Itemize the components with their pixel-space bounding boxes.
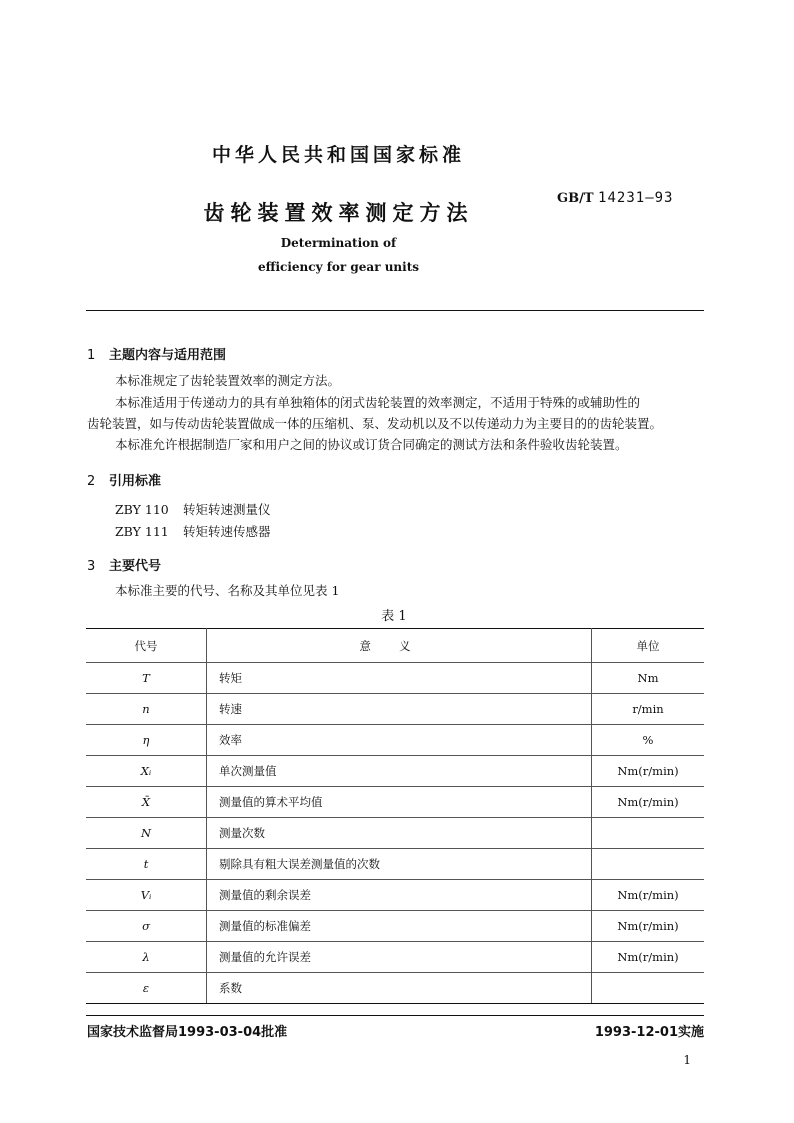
reference-code: ZBY 110 [115,502,169,517]
section-heading [87,470,161,489]
standard-code [557,190,673,206]
cell-unit: Nm(r/min) [592,880,705,911]
national-standard-heading: 中华人民共和国国家标准 [211,144,465,166]
paragraph: 本标准主要的代号、名称及其单位见表 1 [115,583,340,598]
paragraph: 齿轮装置，如与传动齿轮装置做成一体的压缩机、泵、发动机以及不以传递动力为主要目的的齿轮装置。 [87,416,663,431]
section-number: 3 [87,559,96,574]
cell-unit: Nm [592,663,705,694]
english-title-line-2: efficiency for gear units [258,260,419,274]
english-title-line-1: Determination of [280,236,397,250]
cell-symbol: σ [86,911,207,942]
cell-symbol: λ [86,942,207,973]
cell-meaning: 测量值的剩余误差 [207,880,592,911]
table-row [86,787,704,818]
section-heading [87,555,161,574]
cell-unit [592,818,705,849]
table-row [86,880,704,911]
cell-meaning: 效率 [207,725,592,756]
header-divider [86,310,704,311]
cell-meaning: 剔除具有粗大误差测量值的次数 [207,849,592,880]
section-number: 1 [87,348,96,363]
standard-code-prefix: GB/T [557,191,594,206]
table-row [86,725,704,756]
cell-meaning: 系数 [207,973,592,1004]
table-caption: 表 1 [381,609,407,624]
table-row [86,849,704,880]
cell-meaning: 测量值的算术平均值 [207,787,592,818]
cell-unit: Nm(r/min) [592,911,705,942]
cell-unit [592,973,705,1004]
cell-meaning: 单次测量值 [207,756,592,787]
cell-symbol: Vᵢ [86,880,207,911]
section-title: 引用标准 [109,474,162,489]
reference-name: 转矩转速测量仪 [183,502,271,517]
cell-unit: % [592,725,705,756]
paragraph: 本标准规定了齿轮装置效率的测定方法。 [115,373,341,388]
cell-symbol: X̄ [86,787,207,818]
table-row [86,911,704,942]
cell-meaning: 转矩 [207,663,592,694]
table-row [86,818,704,849]
table-row [86,973,704,1004]
cell-meaning: 测量次数 [207,818,592,849]
column-header-unit: 单位 [592,629,705,663]
paragraph: 本标准适用于传递动力的具有单独箱体的闭式齿轮装置的效率测定，不适用于特殊的或辅助性的 [115,395,641,410]
table-row [86,694,704,725]
cell-unit: Nm(r/min) [592,787,705,818]
effective-date: 1993-12-01实施 [594,1025,704,1040]
cell-unit: r/min [592,694,705,725]
cell-unit [592,849,705,880]
table-row [86,663,704,694]
reference-name: 转矩转速传感器 [183,524,271,539]
cell-symbol: η [86,725,207,756]
cell-meaning: 测量值的标准偏差 [207,911,592,942]
cell-symbol: Xᵢ [86,756,207,787]
cell-symbol: T [86,663,207,694]
section-heading [87,344,226,363]
cell-meaning: 转速 [207,694,592,725]
column-header-symbol: 代号 [86,629,207,663]
page-number: 1 [683,1053,691,1067]
paragraph: 本标准允许根据制造厂家和用户之间的协议或订货合同确定的测试方法和条件验收齿轮装置。 [115,437,628,452]
document-title: 齿轮装置效率测定方法 [203,201,474,225]
symbol-table [86,628,704,1004]
column-header-meaning: 意义 [207,629,592,663]
reference-item [115,500,271,518]
cell-symbol: n [86,694,207,725]
approval-info: 国家技术监督局1993-03-04批准 [87,1025,288,1040]
section-title: 主要代号 [109,559,162,574]
section-title: 主题内容与适用范围 [109,348,227,363]
cell-symbol: ε [86,973,207,1004]
table-row [86,756,704,787]
footer-divider [86,1015,704,1016]
cell-symbol: N [86,818,207,849]
reference-code: ZBY 111 [115,524,169,539]
section-number: 2 [87,474,96,489]
table-row [86,942,704,973]
cell-symbol: t [86,849,207,880]
cell-unit: Nm(r/min) [592,756,705,787]
reference-item [115,522,271,540]
standard-code-number: 14231—93 [598,190,674,206]
table-header-row [86,629,704,663]
cell-meaning: 测量值的允许误差 [207,942,592,973]
cell-unit: Nm(r/min) [592,942,705,973]
